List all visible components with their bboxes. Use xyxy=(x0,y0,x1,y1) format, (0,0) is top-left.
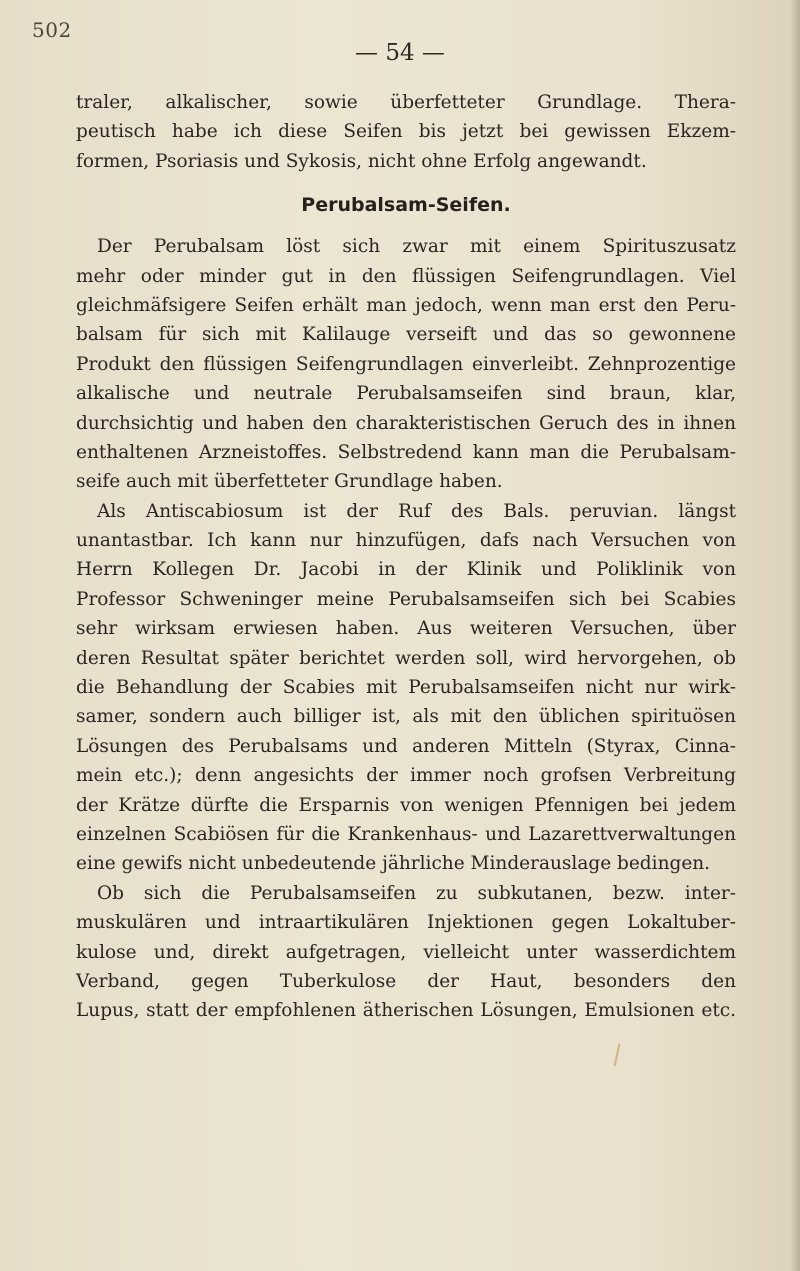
text-line: Lösungen des Perubalsams und anderen Mitteln (Styrax, Cinna- xyxy=(76,735,736,757)
text-line: sehr wirksam erwiesen haben. Aus weiteren Versuchen, über xyxy=(76,618,736,640)
text-line: Verband, gegen Tuberkulose der Haut, besonders den xyxy=(76,970,736,992)
text-line: unantastbar. Ich kann nur hinzufügen, dafs nach Versuchen von xyxy=(76,530,736,552)
text-line: die Behandlung der Scabies mit Perubalsamseifen nicht nur wirk- xyxy=(76,677,736,699)
text-line: alkalische und neutrale Perubalsamseifen sind braun, klar, xyxy=(76,383,736,405)
text-line: durchsichtig und haben den charakteristischen Geruch des in ihnen xyxy=(76,412,736,434)
text-line: kulose und, direkt aufgetragen, vielleicht unter wasserdichtem xyxy=(76,941,736,963)
page-edge-shadow xyxy=(790,0,800,1271)
text-line: der Krätze dürfte die Ersparnis von wenigen Pfennigen bei jedem xyxy=(76,794,736,816)
text-line: samer, sondern auch billiger ist, als mit den üblichen spirituösen xyxy=(76,706,736,728)
text-line: Ob sich die Perubalsamseifen zu subkutanen, bezw. inter- xyxy=(97,882,736,904)
text-line: balsam für sich mit Kalilauge verseift und das so gewonnene xyxy=(76,324,736,346)
text-line: enthaltenen Arzneistoffes. Selbstredend kann man die Perubalsam- xyxy=(76,441,736,463)
body-text xyxy=(76,88,736,1026)
text-line: Produkt den flüssigen Seifengrundlagen einverleibt. Zehnprozentige xyxy=(76,353,736,375)
text-line: Professor Schweninger meine Perubalsamseifen sich bei Scabies xyxy=(76,588,736,610)
text-line: Der Perubalsam löst sich zwar mit einem Spirituszusatz xyxy=(97,236,736,258)
text-line: Als Antiscabiosum ist der Ruf des Bals. peruvian. längst xyxy=(97,500,736,522)
text-line: deren Resultat später berichtet werden soll, wird hervorgehen, ob xyxy=(76,647,736,669)
text-line: formen, Psoriasis und Sykosis, nicht ohne Erfolg angewandt. xyxy=(76,150,647,172)
page-number: — 54 — xyxy=(355,40,445,66)
text-line: traler, alkalischer, sowie überfetteter Grundlage. Thera- xyxy=(76,92,736,113)
text-line: mehr oder minder gut in den flüssigen Seifengrundlagen. Viel xyxy=(76,265,736,287)
text-line: Lupus, statt der empfohlenen ätherischen Lösungen, Emulsionen etc. xyxy=(76,1000,736,1022)
text-line: einzelnen Scabiösen für die Krankenhaus- und Lazarettverwaltungen xyxy=(76,823,736,845)
section-heading: Perubalsam-Seifen. xyxy=(301,194,511,217)
text-line: eine gewifs nicht unbedeutende jährliche Minderauslage bedingen. xyxy=(76,853,711,875)
ink-mark xyxy=(614,1044,627,1066)
text-line: muskulären und intraartikulären Injektionen gegen Lokaltuber- xyxy=(76,912,736,934)
text-line: seife auch mit überfetteter Grundlage haben. xyxy=(76,471,503,493)
text-line: Herrn Kollegen Dr. Jacobi in der Klinik und Poliklinik von xyxy=(76,559,736,581)
text-line: gleichmäfsigere Seifen erhält man jedoch, wenn man erst den Peru- xyxy=(76,294,736,316)
text-line: peutisch habe ich diese Seifen bis jetzt bei gewissen Ekzem- xyxy=(76,121,736,143)
archive-page-number: 502 xyxy=(32,18,72,42)
text-line: mein etc.); denn angesichts der immer noch grofsen Verbreitung xyxy=(76,765,736,787)
